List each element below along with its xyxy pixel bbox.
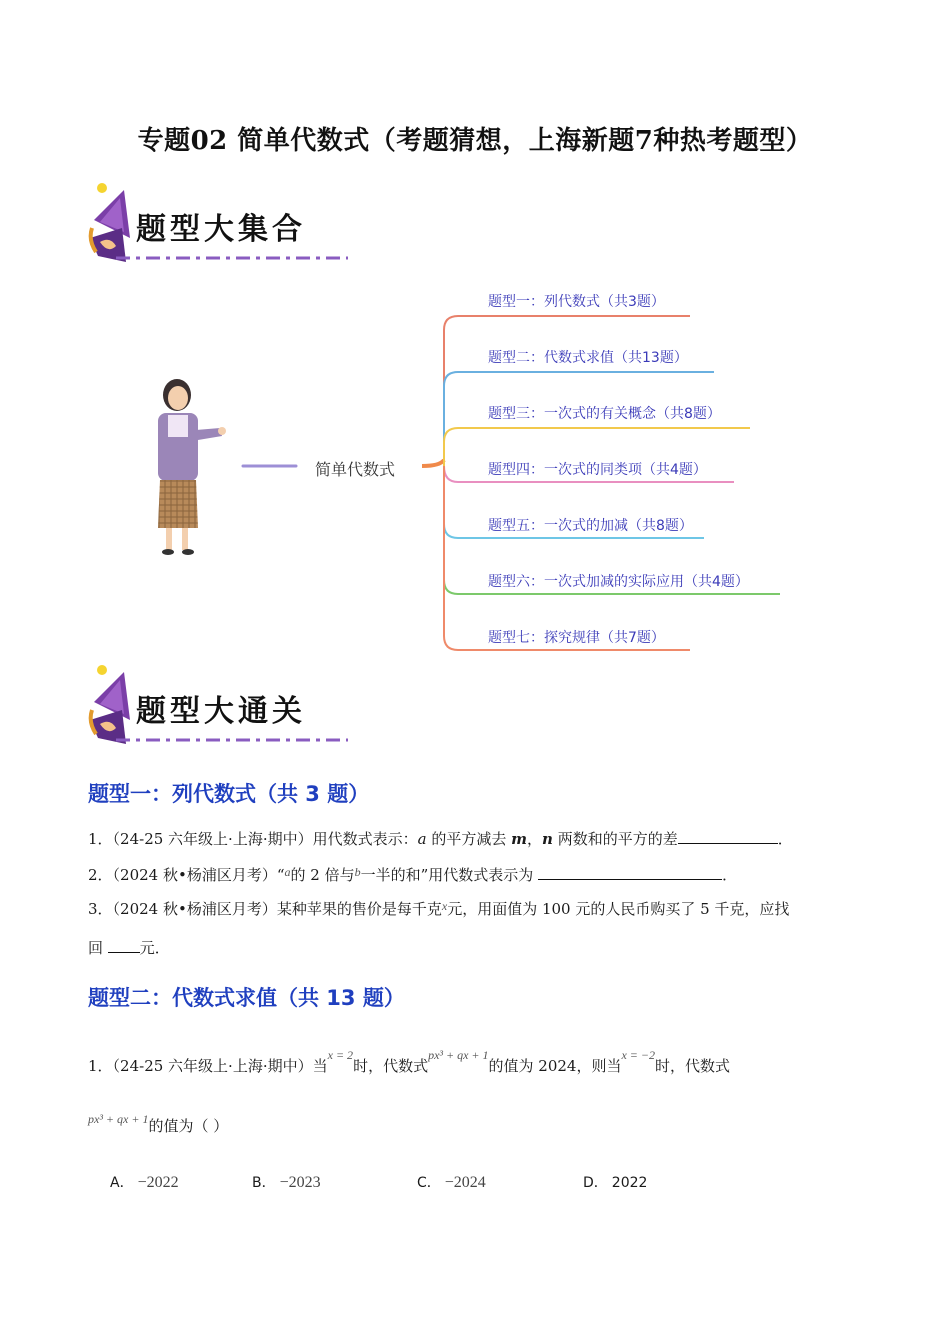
mindmap-branch-1: 题型一：列代数式（共3题） [488,294,665,310]
answer-blank [678,829,778,844]
answer-blank [538,865,722,880]
mindmap-branch-4: 题型四：一次式的同类项（共4题） [488,462,707,478]
question-2-1-cont: $^{px^3 + qx + 1}$的值为（ ） [88,1112,229,1135]
option-a[interactable]: A． −2022 [110,1174,179,1191]
section-heading-1: 题型一：列代数式（共 3 题） [88,782,370,806]
mindmap-root: 简单代数式 [315,460,396,479]
banner-text: 题型大集合 [136,212,306,247]
mindmap-branch-3: 题型三：一次式的有关概念（共8题） [488,406,721,422]
mindmap-branch-2: 题型二：代数式求值（共13题） [488,350,688,366]
question-2-1: 1．（24-25 六年级上·上海·期中）当$^{x = 2}$时，代数式$^{px^3 + qx + 1}$的值为 2024，则当$^{x = -2}$时，代数式 [88,1048,731,1075]
banner-text: 题型大通关 [136,694,306,729]
mindmap [150,280,800,660]
question-1-2: 2．（2024 秋•杨浦区月考）“$^a$的 2 倍与$^b$一半的和”用代数式表示为 ． [88,865,738,884]
answer-blank [108,938,140,953]
mindmap-branch-6: 题型六：一次式加减的实际应用（共4题） [488,574,749,590]
section-banner-collection [86,180,366,266]
page-title: 专题02 简单代数式（考题猜想，上海新题7种热考题型） [137,126,813,156]
question-1-3-cont: 回 元． [88,939,170,957]
question-1-1: 1．（24-25 六年级上·上海·期中）用代数式表示：a 的平方减去 m，n 两数和的平方的差 ． [88,830,793,848]
option-c[interactable]: C． −2024 [417,1174,486,1191]
question-1-3: 3．（2024 秋•杨浦区月考）某种苹果的售价是每千克$^x$元，用面值为 100 元的人民币购买了 5 千克，应找 [88,899,790,918]
option-d[interactable]: D． 2022 [583,1175,648,1191]
mindmap-branch-7: 题型七：探究规律（共7题） [488,630,665,646]
option-b[interactable]: B． −2023 [252,1174,321,1191]
section-banner-practice [86,662,366,748]
mindmap-branch-5: 题型五：一次式的加减（共8题） [488,518,693,534]
section-heading-2: 题型二：代数式求值（共 13 题） [88,986,405,1010]
teacher-icon [158,379,226,555]
